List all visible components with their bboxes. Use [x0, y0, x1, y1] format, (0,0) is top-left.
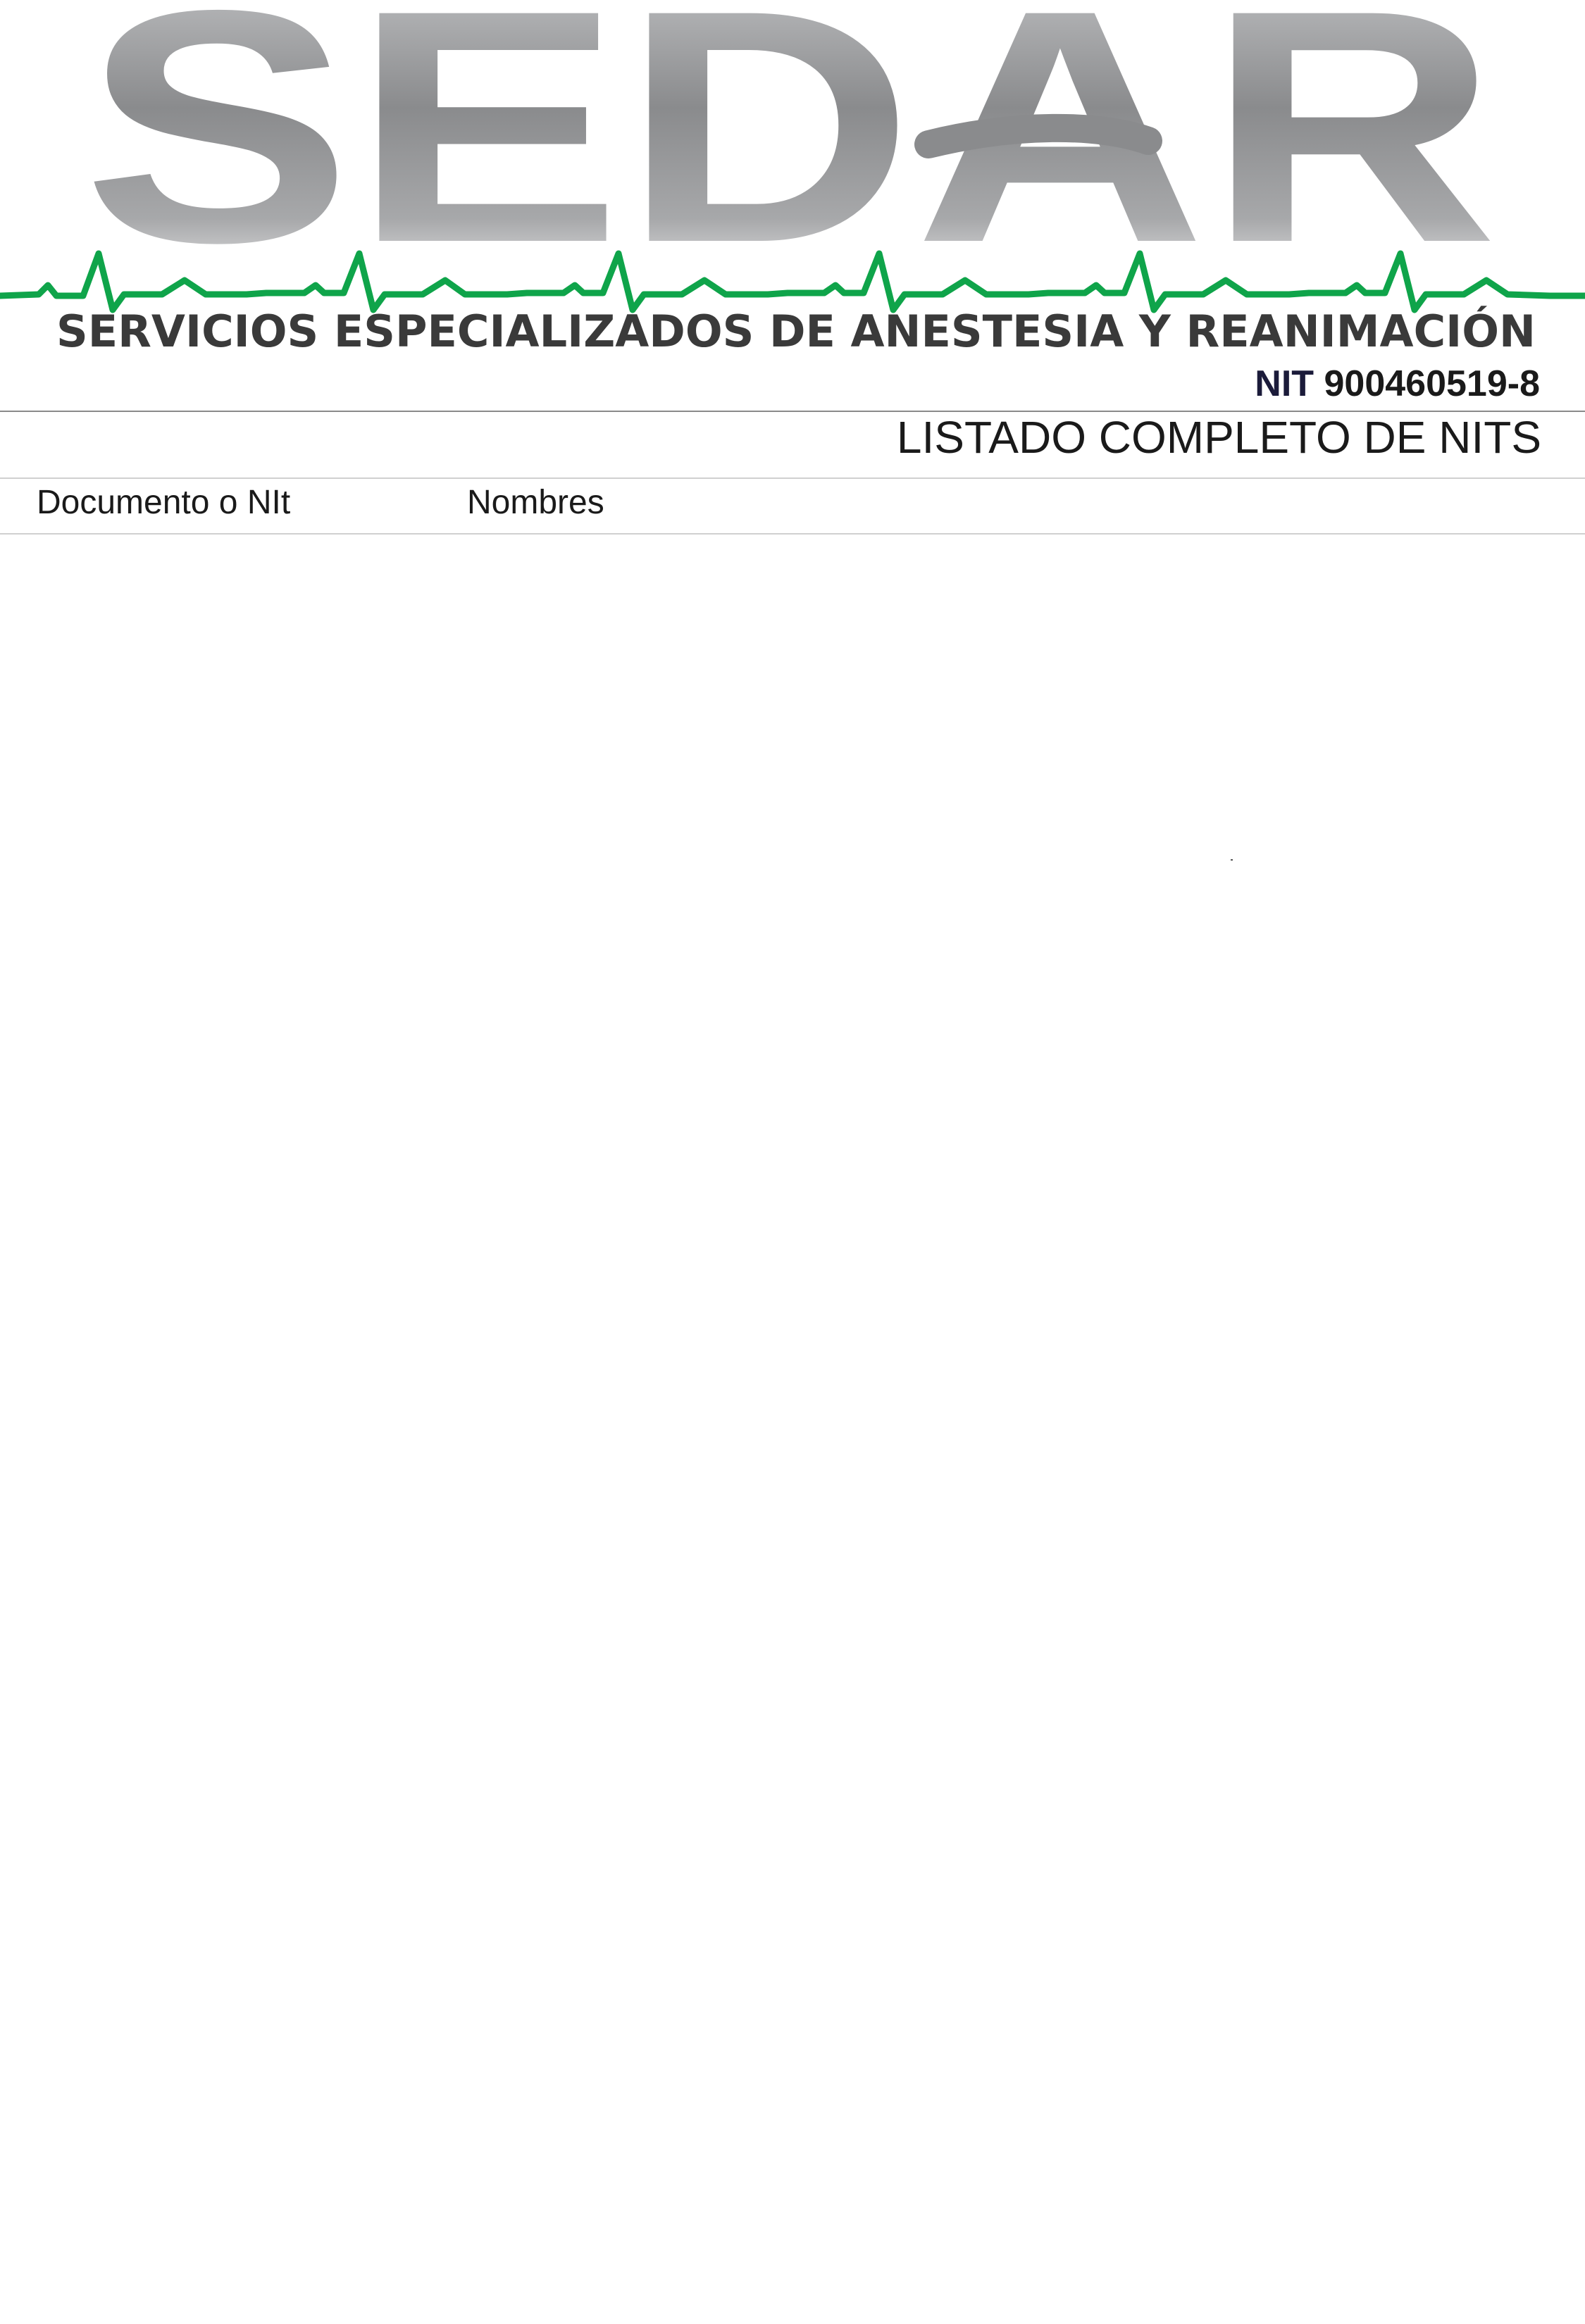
- company-nit: [1255, 363, 1540, 405]
- column-header-document: Documento o NIt: [37, 484, 291, 521]
- company-name: SERVICIOS ESPECIALIZADOS DE ANESTESIA Y REANIMACIÓN: [56, 306, 1536, 357]
- sedar-logo: [0, 0, 1585, 366]
- document-header: [0, 0, 1585, 535]
- table-body: [0, 535, 1585, 2324]
- logo-swoosh: [928, 128, 1148, 144]
- report-title: LISTADO COMPLETO DE NITS: [896, 412, 1541, 463]
- column-header-divider: [0, 533, 1585, 535]
- logo-wordmark: SEDAR: [82, 0, 1498, 311]
- column-header-names: Nombres: [467, 484, 604, 521]
- print-speck: [1231, 859, 1233, 861]
- title-divider: [0, 477, 1585, 479]
- nit-label: NIT: [1255, 363, 1314, 404]
- nit-value: 900460519-8: [1324, 363, 1540, 404]
